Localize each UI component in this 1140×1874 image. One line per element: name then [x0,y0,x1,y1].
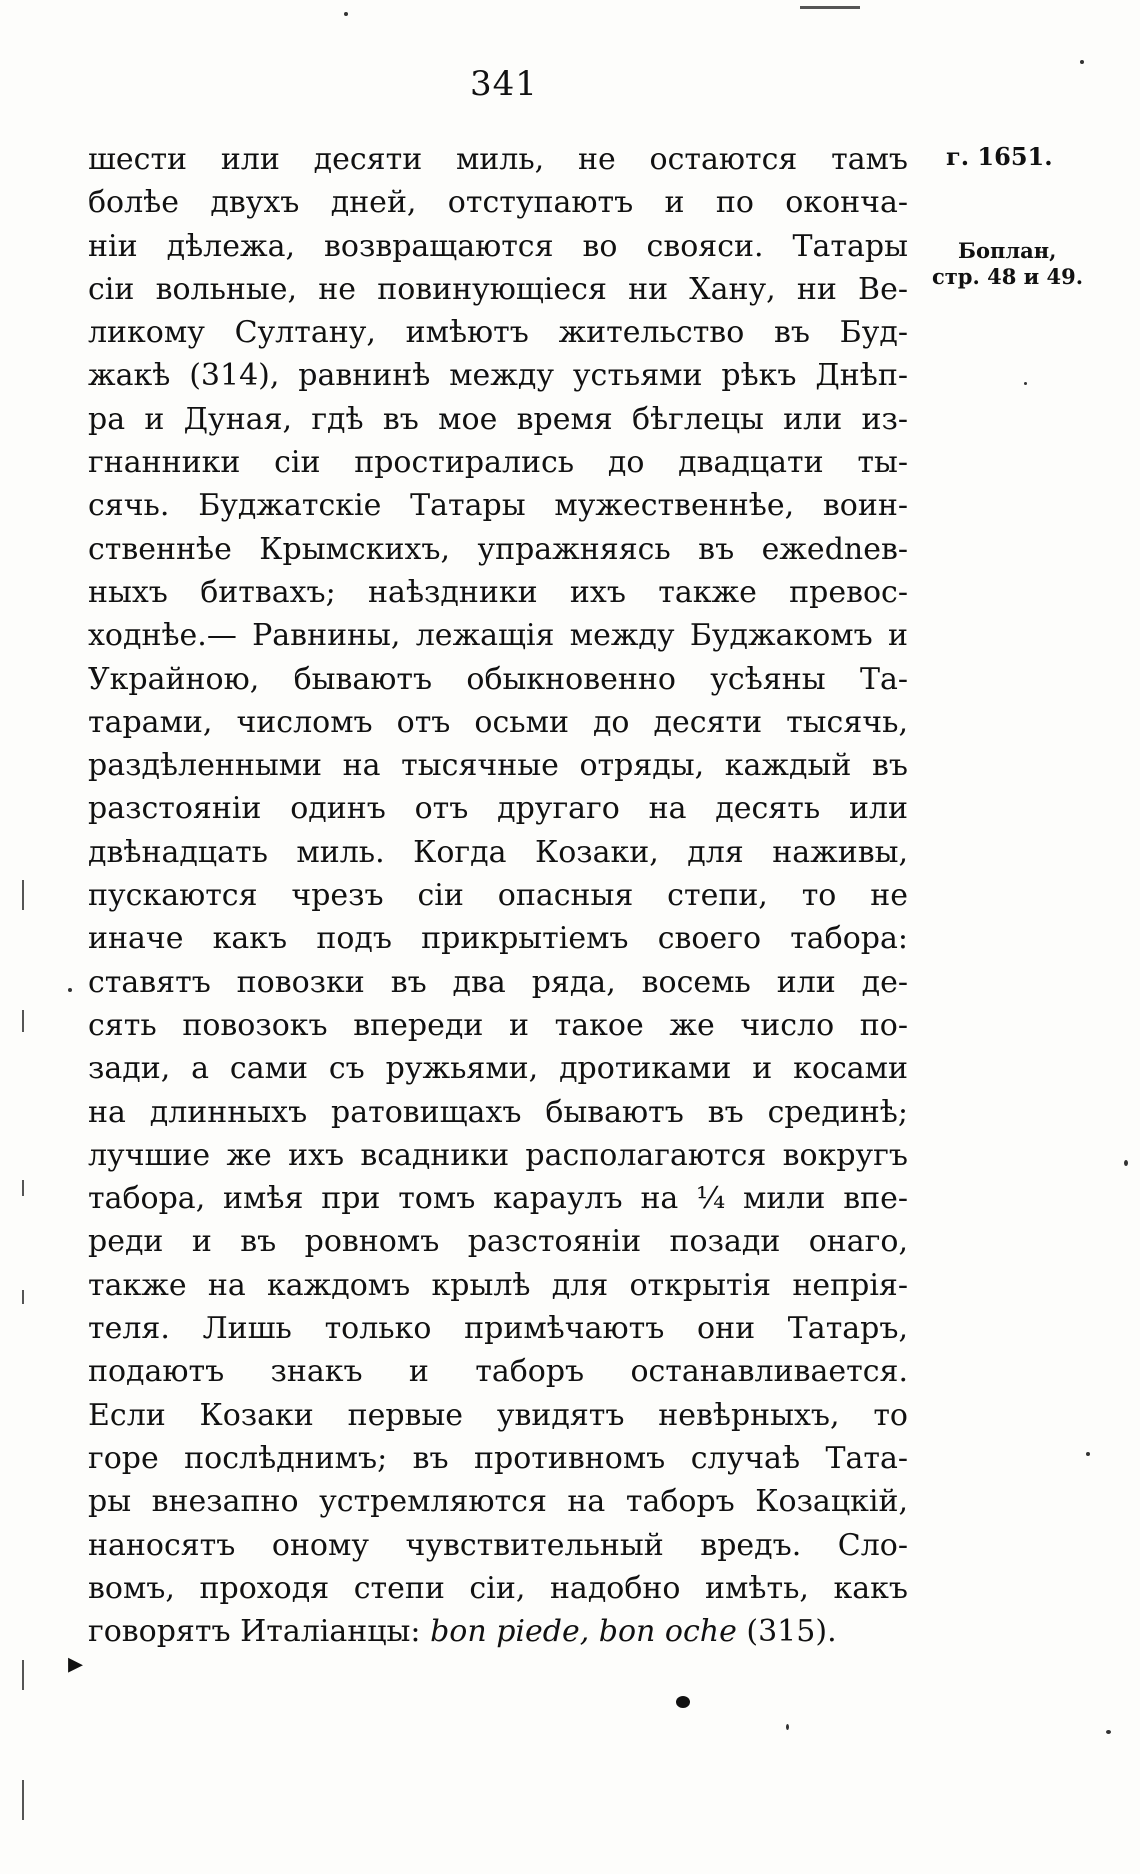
text-line: зади, а сами съ ружьями, дротиками и косами [88,1051,908,1087]
text-line: лучшие же ихъ всадники располагаются вокругъ [88,1137,908,1173]
text-line: шести или десяти миль, не остаются тамъ [88,142,908,177]
scan-speck [1080,60,1084,64]
scan-mark [800,6,860,9]
text-line: Если Козаки первые увидятъ невѣрныхъ, то [88,1397,908,1433]
body-text [88,138,908,1653]
last-line-start: говорятъ Италiанцы: [88,1614,431,1650]
text-line: горе послѣднимъ; въ противномъ случаѣ Тата- [88,1440,908,1476]
italian-phrase: bon piede, bon oche [430,1614,737,1650]
text-line: табора, имѣя при томъ караулъ на ¼ мили впе- [88,1181,908,1217]
scan-speck [68,988,72,992]
text-line: нiи дѣлежа, возвращаются во свояси. Татары [88,228,908,264]
text-line: гнанники сiи простирались до двадцати ты- [88,445,908,481]
page-number: 341 [470,64,538,104]
scan-mark [22,880,24,910]
text-line: ходнѣе.— Равнины, лежащiя между Буджакомъ и [88,618,908,654]
text-line: сячь. Буджатскiе Татары мужественнѣе, воин- [88,488,908,524]
text-line: также на каждомъ крылѣ для открытiя непрiя- [88,1267,908,1303]
scan-speck [1024,382,1027,385]
scan-mark [22,1660,24,1690]
margin-note-pages: стр. 48 и 49. [932,264,1084,289]
text-line: раздѣленными на тысячные отряды, каждый въ [88,748,908,784]
scan-speck [344,12,348,16]
text-line: ра и Дуная, гдѣ въ мое время бѣглецы или из- [88,401,908,437]
scan-mark [22,1180,24,1196]
margin-pointer-icon: ▸ [68,1646,84,1681]
text-line: пускаются чрезъ сiи опасныя степи, то не [88,878,908,914]
text-line: сять повозокъ впереди и такое же число по- [88,1007,908,1043]
last-line-end: (315). [736,1614,837,1650]
text-line-last [88,1610,908,1653]
text-line: подаютъ знакъ и таборъ останавливается. [88,1354,908,1390]
text-line: ныхъ битвахъ; наѣздники ихъ также превос- [88,574,908,610]
text-line: ственнѣе Крымскихъ, упражняясь въ ежednев- [88,531,908,567]
scan-mark [22,1780,24,1820]
scan-speck [786,1724,789,1730]
text-line: на длинныхъ ратовищахъ бываютъ въ срединѣ; [88,1094,908,1130]
text-line: вомъ, проходя степи сiи, надобно имѣть, какъ [88,1570,908,1606]
text-line: жакѣ (314), равнинѣ между устьями рѣкъ Днѣп- [88,358,908,394]
text-line: Украйною, бываютъ обыкновенно усѣяны Та- [88,661,908,697]
text-line: реди и въ ровномъ разстоянiи позади онаго, [88,1224,908,1260]
text-line: разстоянiи одинъ отъ другаго на десять или [88,791,908,827]
scan-mark [22,1290,24,1304]
scan-speck [1106,1730,1111,1734]
margin-note-year: г. 1651. [946,142,1053,171]
margin-note-author: Боплан, [958,238,1057,263]
text-line: ликому Султану, имѣютъ жительство въ Буд- [88,315,908,351]
text-line: иначе какъ подъ прикрытiемъ своего табора: [88,921,908,957]
scan-speck [1086,1452,1090,1456]
text-line: теля. Лишь только примѣчаютъ они Татаръ, [88,1311,908,1347]
text-line: ры внезапно устремляются на таборъ Козацкiй, [88,1484,908,1520]
scan-mark [22,1010,24,1032]
text-line: двѣнадцать миль. Когда Козаки, для наживы, [88,834,908,870]
text-line: тарами, числомъ отъ осьми до десяти тысячь, [88,704,908,740]
scan-speck [1124,1160,1128,1166]
text-line: болѣе двухъ дней, отступаютъ и по оконча- [88,185,908,221]
text-line: наносятъ оному чувствительный вредъ. Сло- [88,1527,908,1563]
text-line: ставятъ повозки въ два ряда, восемь или де- [88,964,908,1000]
text-line: сiи вольные, не повинующiеся ни Хану, ни Ве- [88,271,908,307]
ink-blot-icon [676,1696,690,1708]
